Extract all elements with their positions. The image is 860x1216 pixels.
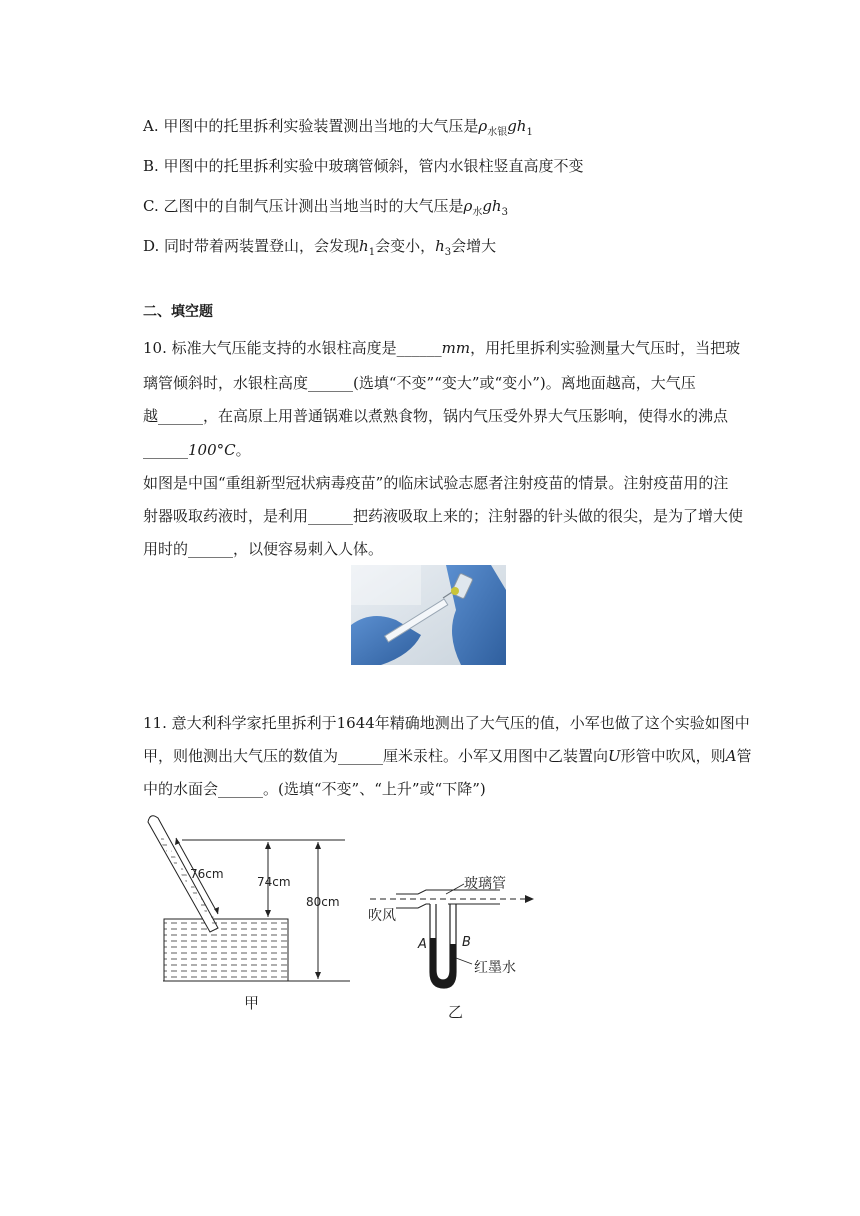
red-ink-label: 红墨水 — [474, 960, 516, 976]
q11-text: 形管中吹风，则 — [620, 747, 726, 765]
q10-text: 10. 标准大气压能支持的水银柱高度是______ — [143, 339, 442, 357]
a-symbol: A — [725, 747, 737, 765]
h3-subscript: 3 — [444, 247, 452, 258]
q10-line-2: 璃管倾斜时，水银柱高度______(选填“不变”“变大”或“变小”)。离地面越高，大气压 — [143, 374, 696, 392]
gh-symbol: gh — [507, 117, 527, 135]
option-b — [143, 156, 584, 176]
h3-symbol: h — [435, 237, 445, 255]
u-tube — [430, 904, 456, 988]
b-tube-label: B — [462, 935, 471, 950]
a-tube-label: A — [418, 937, 427, 952]
unit-mm: mm — [441, 339, 471, 357]
h-subscript: 3 — [501, 207, 508, 218]
q10-line-5: 如图是中国“重组新型冠状病毒疫苗”的临床试验志愿者注射疫苗的情景。注射疫苗用的注 — [143, 474, 729, 492]
figure-yi-caption: 乙 — [448, 1003, 464, 1021]
mercury-trough — [164, 919, 288, 981]
blow-wind-label: 吹风 — [368, 908, 396, 924]
u-symbol: U — [608, 747, 621, 765]
option-c — [143, 196, 508, 223]
section-title: 二、填空题 — [143, 304, 213, 320]
figure-yi — [360, 864, 550, 1024]
figure-jia — [140, 812, 360, 1022]
rho-symbol: ρ — [463, 197, 473, 215]
q10-line-1 — [143, 338, 740, 358]
h-subscript: 1 — [526, 127, 533, 138]
h1-symbol: h — [359, 237, 369, 255]
q11-line-3: 中的水面会______。(选填“不变”、“上升”或“下降”) — [143, 780, 486, 798]
option-d-text-2: 会变小， — [375, 237, 436, 255]
glass-tube-label: 玻璃管 — [464, 876, 506, 892]
q10-line-6: 射器吸取药液时，是利用______把药液吸取上来的；注射器的针头做的很尖，是为了增大使 — [143, 507, 744, 525]
vaccine-injection-photo — [351, 565, 506, 665]
period: 。 — [235, 441, 251, 459]
q10-line-4 — [143, 440, 251, 460]
total-height-label: 80cm — [306, 895, 340, 909]
temperature-value: 100°C — [188, 441, 236, 459]
option-a-text: A. 甲图中的托里拆利实验装置测出当地的大气压是 — [143, 117, 479, 135]
figure-jia-caption: 甲 — [244, 994, 260, 1012]
vaccine-photo-illustration — [351, 565, 506, 665]
option-a — [143, 116, 533, 143]
option-c-text: C. 乙图中的自制气压计测出当地当时的大气压是 — [143, 197, 464, 215]
q11-text: 管 — [736, 747, 752, 765]
option-d — [143, 236, 496, 263]
q11-text: 甲，则他测出大气压的数值为______厘米汞柱。小军又用图中乙装置向 — [143, 747, 609, 765]
blank: ______ — [143, 441, 188, 459]
q10-line-7: 用时的______，以便容易刺入人体。 — [143, 540, 384, 558]
rho-subscript: 水银 — [487, 127, 508, 138]
gh-symbol: gh — [482, 197, 502, 215]
option-d-text-1: D. 同时带着两装置登山，会发现 — [143, 237, 360, 255]
option-b-text: B. 甲图中的托里拆利实验中玻璃管倾斜，管内水银柱竖直高度不变 — [143, 157, 584, 175]
q10-line-3: 越______，在高原上用普通锅难以煮熟食物，锅内气压受外界大气压影响，使得水的沸点 — [143, 407, 729, 425]
q10-text: ，用托里拆利实验测量大气压时，当把玻 — [470, 339, 741, 357]
tube-length-label: 76cm — [190, 867, 224, 881]
option-d-text-3: 会增大 — [451, 237, 497, 255]
rho-subscript: 水 — [472, 207, 483, 218]
rho-symbol: ρ — [478, 117, 488, 135]
q11-line-1: 11. 意大利科学家托里拆利于1644年精确地测出了大气压的值，小军也做了这个实验如图中 — [143, 714, 750, 732]
q11-line-2 — [143, 746, 752, 766]
vertical-height-label: 74cm — [257, 875, 291, 889]
h1-subscript: 1 — [368, 247, 376, 258]
